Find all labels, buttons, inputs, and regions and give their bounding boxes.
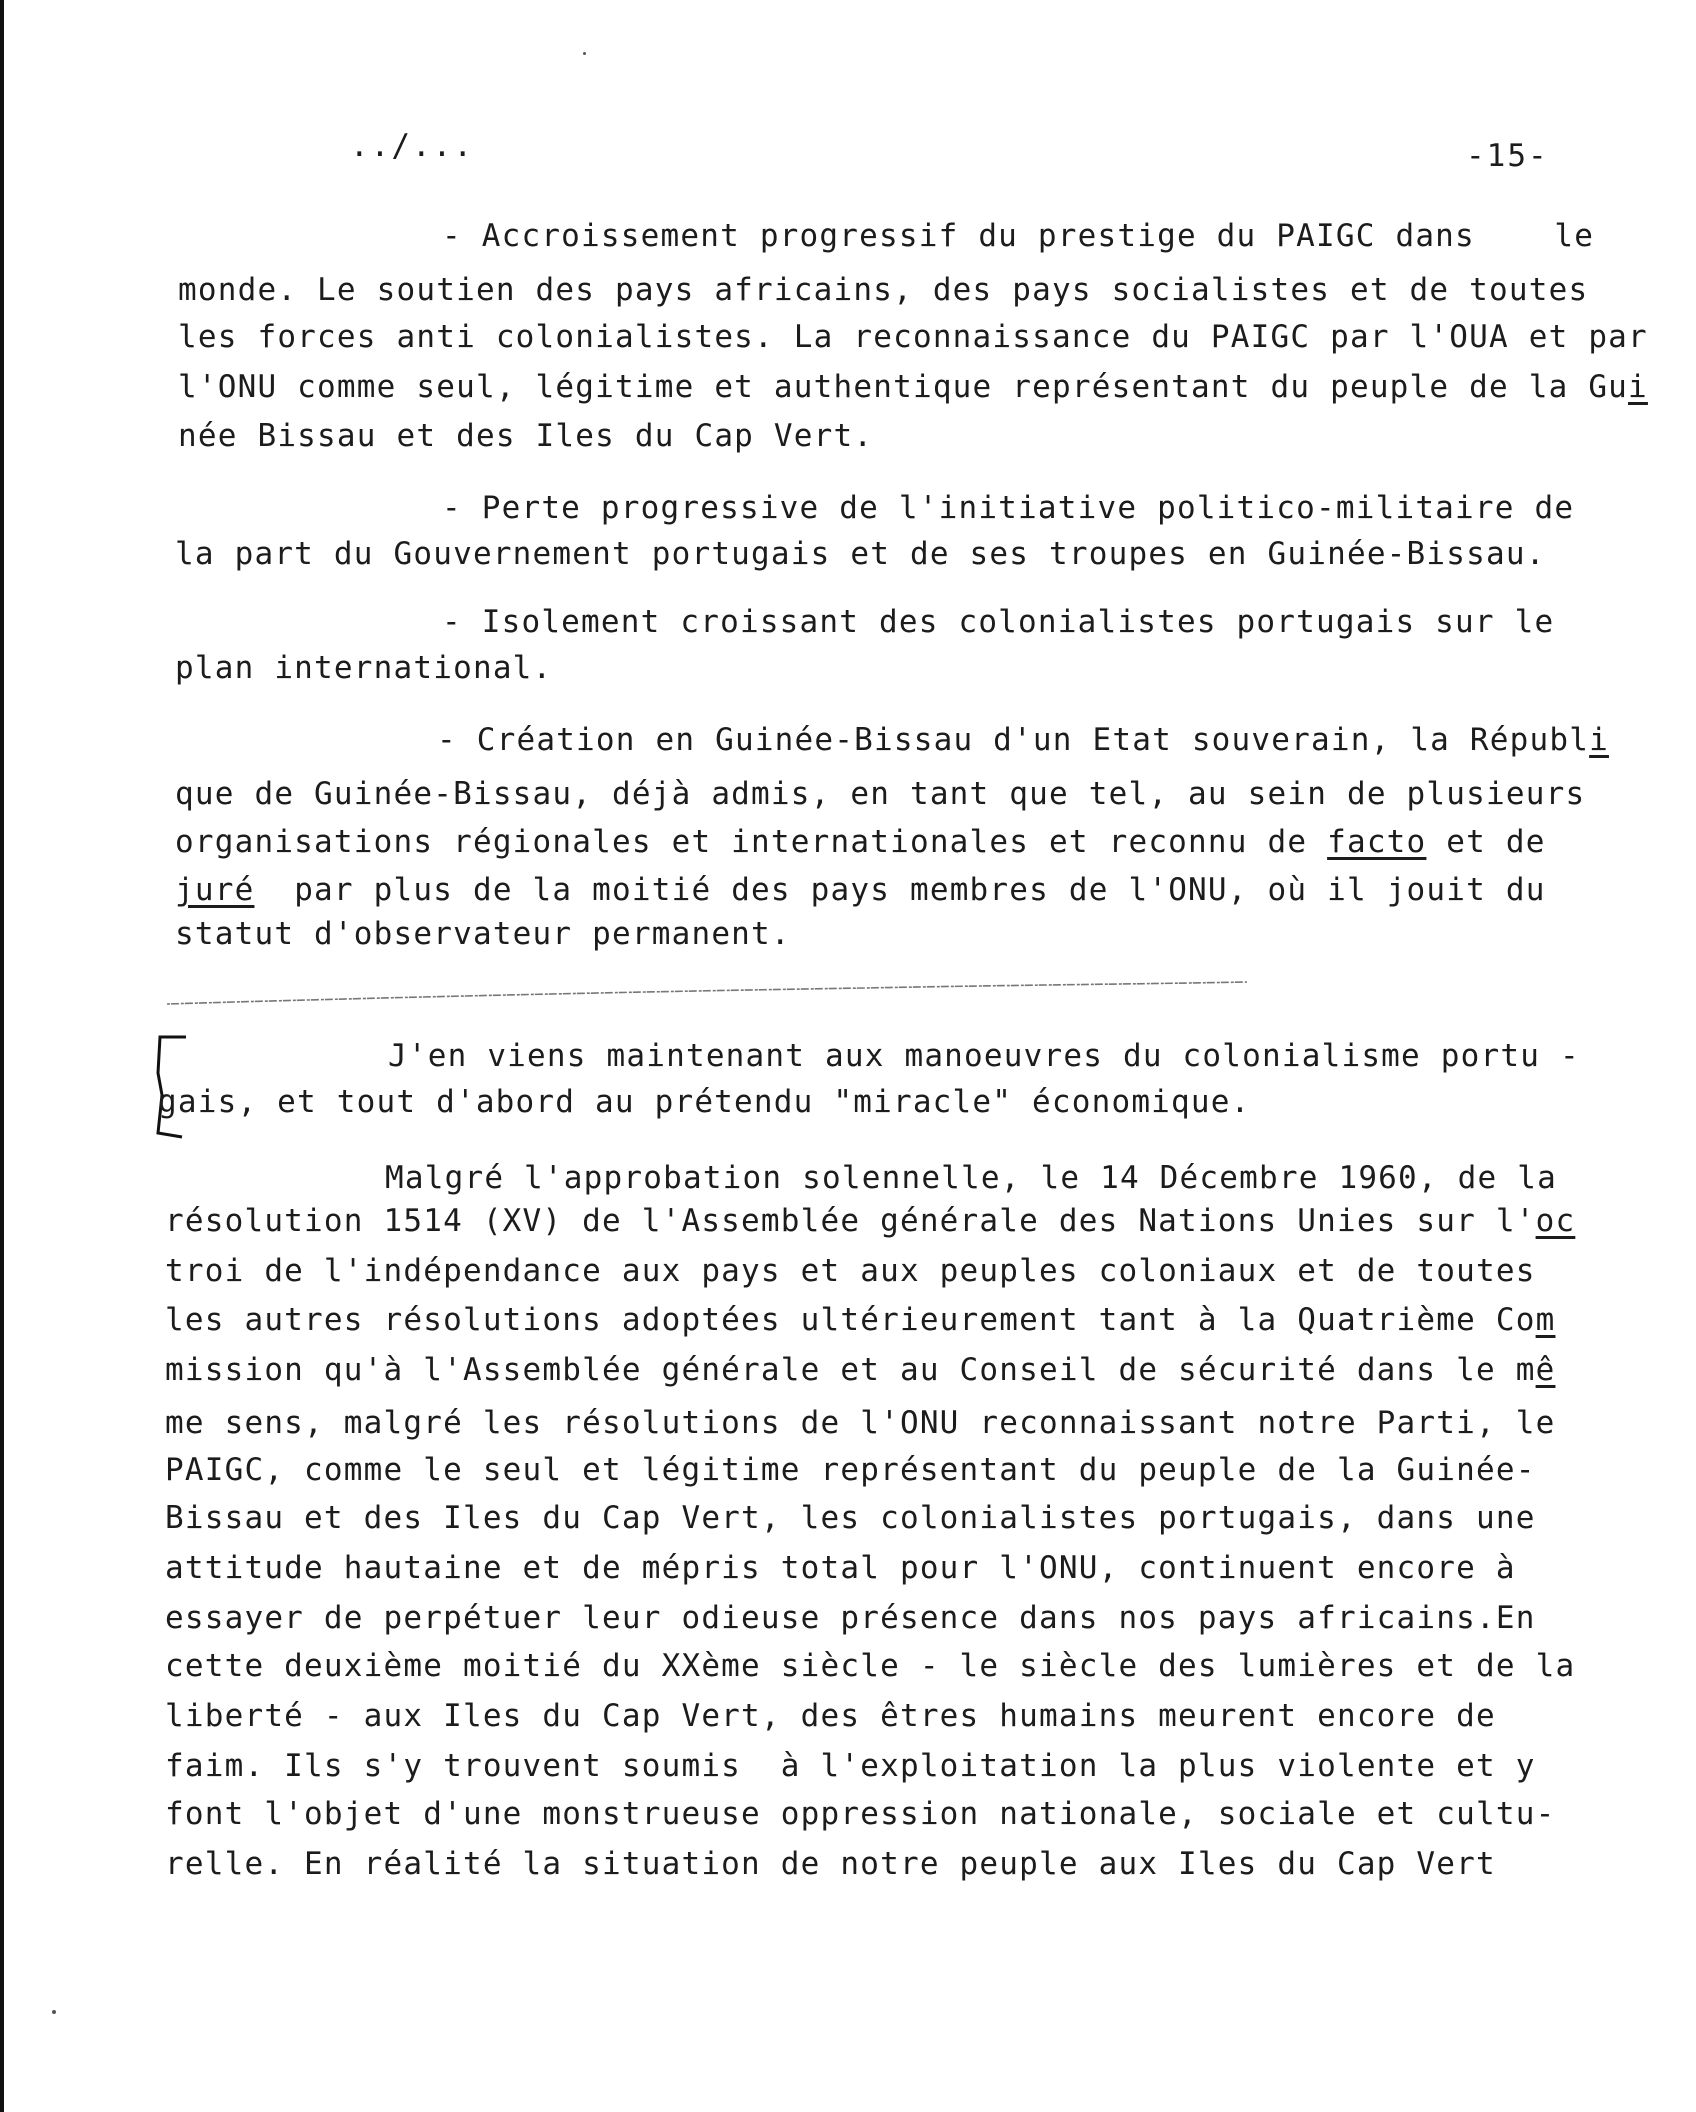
line-text: font l'objet d'une monstrueuse oppression nationale, sociale et cultu-: [165, 1796, 1556, 1832]
line-text: mission qu'à l'Assemblée générale et au Conseil de sécurité dans le m: [165, 1352, 1536, 1388]
text-line: [175, 824, 1546, 860]
line-text: et de: [1426, 824, 1546, 860]
text-line: [385, 1160, 1557, 1196]
line-text: J'en viens maintenant aux manoeuvres du colonialisme portu -: [388, 1038, 1580, 1074]
line-text: - Perte progressive de l'initiative politico-militaire de: [442, 490, 1575, 526]
line-text: la part du Gouvernement portugais et de ses troupes en Guinée-Bissau.: [175, 536, 1546, 572]
page-left-edge: [0, 0, 4, 2112]
text-line: [165, 1253, 1536, 1289]
scan-speck: [583, 52, 586, 55]
line-text: les forces anti colonialistes. La reconnaissance du PAIGC par l'OUA et par: [178, 319, 1648, 355]
underlined-text: juré: [175, 872, 255, 908]
line-text: organisations régionales et internationales et reconnu de: [175, 824, 1328, 860]
text-line: [165, 1452, 1536, 1488]
underlined-text: i: [1589, 722, 1609, 758]
separator-line: [165, 978, 1250, 1008]
line-text: troi de l'indépendance aux pays et aux peuples coloniaux et de toutes: [165, 1253, 1536, 1289]
page-number: -15-: [1466, 138, 1549, 174]
text-line: [165, 1796, 1555, 1832]
text-line: [165, 1600, 1536, 1636]
text-line: [442, 490, 1574, 526]
text-line: [165, 1648, 1575, 1684]
underlined-text: i: [1628, 369, 1648, 405]
line-text: par plus de la moitié des pays membres de l'ONU, où il jouit du: [254, 872, 1546, 908]
line-text: née Bissau et des Iles du Cap Vert.: [178, 418, 874, 454]
line-text: plan international.: [175, 650, 553, 686]
text-line: [165, 1550, 1516, 1586]
line-text: relle. En réalité la situation de notre peuple aux Iles du Cap Vert: [165, 1846, 1496, 1882]
line-text: l'ONU comme seul, légitime et authentique représentant du peuple de la Gu: [178, 369, 1629, 405]
line-text: résolution 1514 (XV) de l'Assemblée générale des Nations Unies sur l': [165, 1203, 1536, 1239]
line-text: - Création en Guinée-Bissau d'un Etat souverain, la Républ: [437, 722, 1590, 758]
underlined-text: ê: [1535, 1352, 1556, 1388]
line-text: attitude hautaine et de mépris total pour l'ONU, continuent encore à: [165, 1550, 1516, 1586]
text-line: [158, 1084, 1251, 1120]
text-line: [175, 536, 1546, 572]
text-line: [165, 1302, 1555, 1338]
underlined-text: oc: [1535, 1203, 1576, 1239]
line-text: les autres résolutions adoptées ultérieurement tant à la Quatrième Co: [165, 1302, 1536, 1338]
text-line: [165, 1352, 1555, 1388]
continuation-mark: ../...: [350, 128, 474, 164]
text-line: [165, 1203, 1575, 1239]
line-text: faim. Ils s'y trouvent soumis à l'exploitation la plus violente et y: [165, 1748, 1536, 1784]
line-text: - Accroissement progressif du prestige du PAIGC dans le: [442, 218, 1595, 254]
line-text: liberté - aux Iles du Cap Vert, des êtres humains meurent encore de: [165, 1698, 1496, 1734]
text-line: [178, 319, 1648, 355]
line-text: Bissau et des Iles du Cap Vert, les colonialistes portugais, dans une: [165, 1500, 1536, 1536]
line-text: me sens, malgré les résolutions de l'ONU reconnaissant notre Parti, le: [165, 1405, 1556, 1441]
line-text: PAIGC, comme le seul et légitime représentant du peuple de la Guinée-: [165, 1452, 1536, 1488]
text-line: [165, 1500, 1536, 1536]
line-text: statut d'observateur permanent.: [175, 916, 791, 952]
line-text: essayer de perpétuer leur odieuse présence dans nos pays africains.En: [165, 1600, 1536, 1636]
text-line: [388, 1038, 1580, 1074]
text-line: [178, 418, 873, 454]
text-line: [178, 369, 1648, 405]
text-line: [442, 218, 1594, 254]
line-text: cette deuxième moitié du XXème siècle - le siècle des lumières et de la: [165, 1648, 1576, 1684]
line-text: monde. Le soutien des pays africains, des pays socialistes et de toutes: [178, 272, 1589, 308]
text-line: [175, 916, 791, 952]
text-line: [165, 1748, 1536, 1784]
text-line: [175, 872, 1546, 908]
text-line: [442, 604, 1554, 640]
text-line: [165, 1698, 1496, 1734]
text-line: [437, 722, 1609, 758]
underlined-text: facto: [1327, 824, 1427, 860]
line-text: que de Guinée-Bissau, déjà admis, en tant que tel, au sein de plusieurs: [175, 776, 1586, 812]
line-text: gais, et tout d'abord au prétendu "miracle" économique.: [158, 1084, 1251, 1120]
text-line: [178, 272, 1588, 308]
text-line: [165, 1846, 1496, 1882]
text-line: [175, 776, 1585, 812]
scan-speck: [52, 2010, 56, 2014]
text-line: [175, 650, 552, 686]
underlined-text: m: [1535, 1302, 1556, 1338]
text-line: [165, 1405, 1555, 1441]
line-text: Malgré l'approbation solennelle, le 14 Décembre 1960, de la: [385, 1160, 1557, 1196]
line-text: - Isolement croissant des colonialistes portugais sur le: [442, 604, 1555, 640]
